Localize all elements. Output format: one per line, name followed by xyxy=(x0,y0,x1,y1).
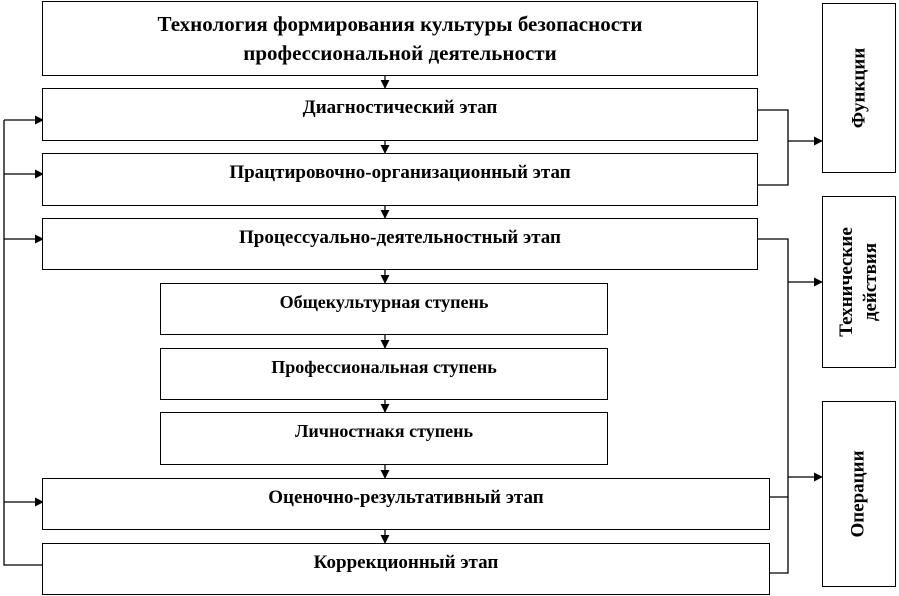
stage-process xyxy=(42,218,758,270)
step-general-cultural-label: Общекультурная ступень xyxy=(279,292,489,312)
stage-evaluation-label: Оценочно-результативный этап xyxy=(268,487,544,508)
stage-design xyxy=(42,153,758,206)
side-operations-label: Операции xyxy=(848,450,870,538)
side-technical-line-2: действия xyxy=(860,242,882,322)
step-personal xyxy=(160,412,608,465)
stage-evaluation xyxy=(42,478,770,530)
feedback-loop-line xyxy=(4,120,43,565)
stage-process-label: Процессуально-деятельностный этап xyxy=(239,227,561,248)
stage-diagnostic xyxy=(42,88,758,141)
side-technical-actions-text xyxy=(835,227,883,337)
title-box xyxy=(42,1,758,76)
side-technical-actions xyxy=(822,196,896,368)
side-operations xyxy=(822,401,896,587)
stage-correction xyxy=(42,543,770,595)
side-functions xyxy=(822,3,896,173)
stage-diagnostic-label: Диагностический этап xyxy=(302,97,498,118)
stage-design-label: Працтировочно-организационный этап xyxy=(229,162,571,183)
step-personal-label: Личностнакя ступень xyxy=(295,421,473,441)
title-line-1: Технология формирования культуры безопасности xyxy=(157,11,643,36)
title-line-2: профессиональной деятельности xyxy=(243,40,557,65)
step-professional-label: Профессиональная ступень xyxy=(271,357,497,377)
step-general-cultural xyxy=(160,283,608,335)
right-connector-diagnostic-design xyxy=(758,110,788,185)
stage-correction-label: Коррекционный этап xyxy=(313,552,499,573)
step-professional xyxy=(160,348,608,400)
side-technical-line-1: Технические xyxy=(836,227,858,337)
side-functions-label: Функции xyxy=(848,47,869,129)
